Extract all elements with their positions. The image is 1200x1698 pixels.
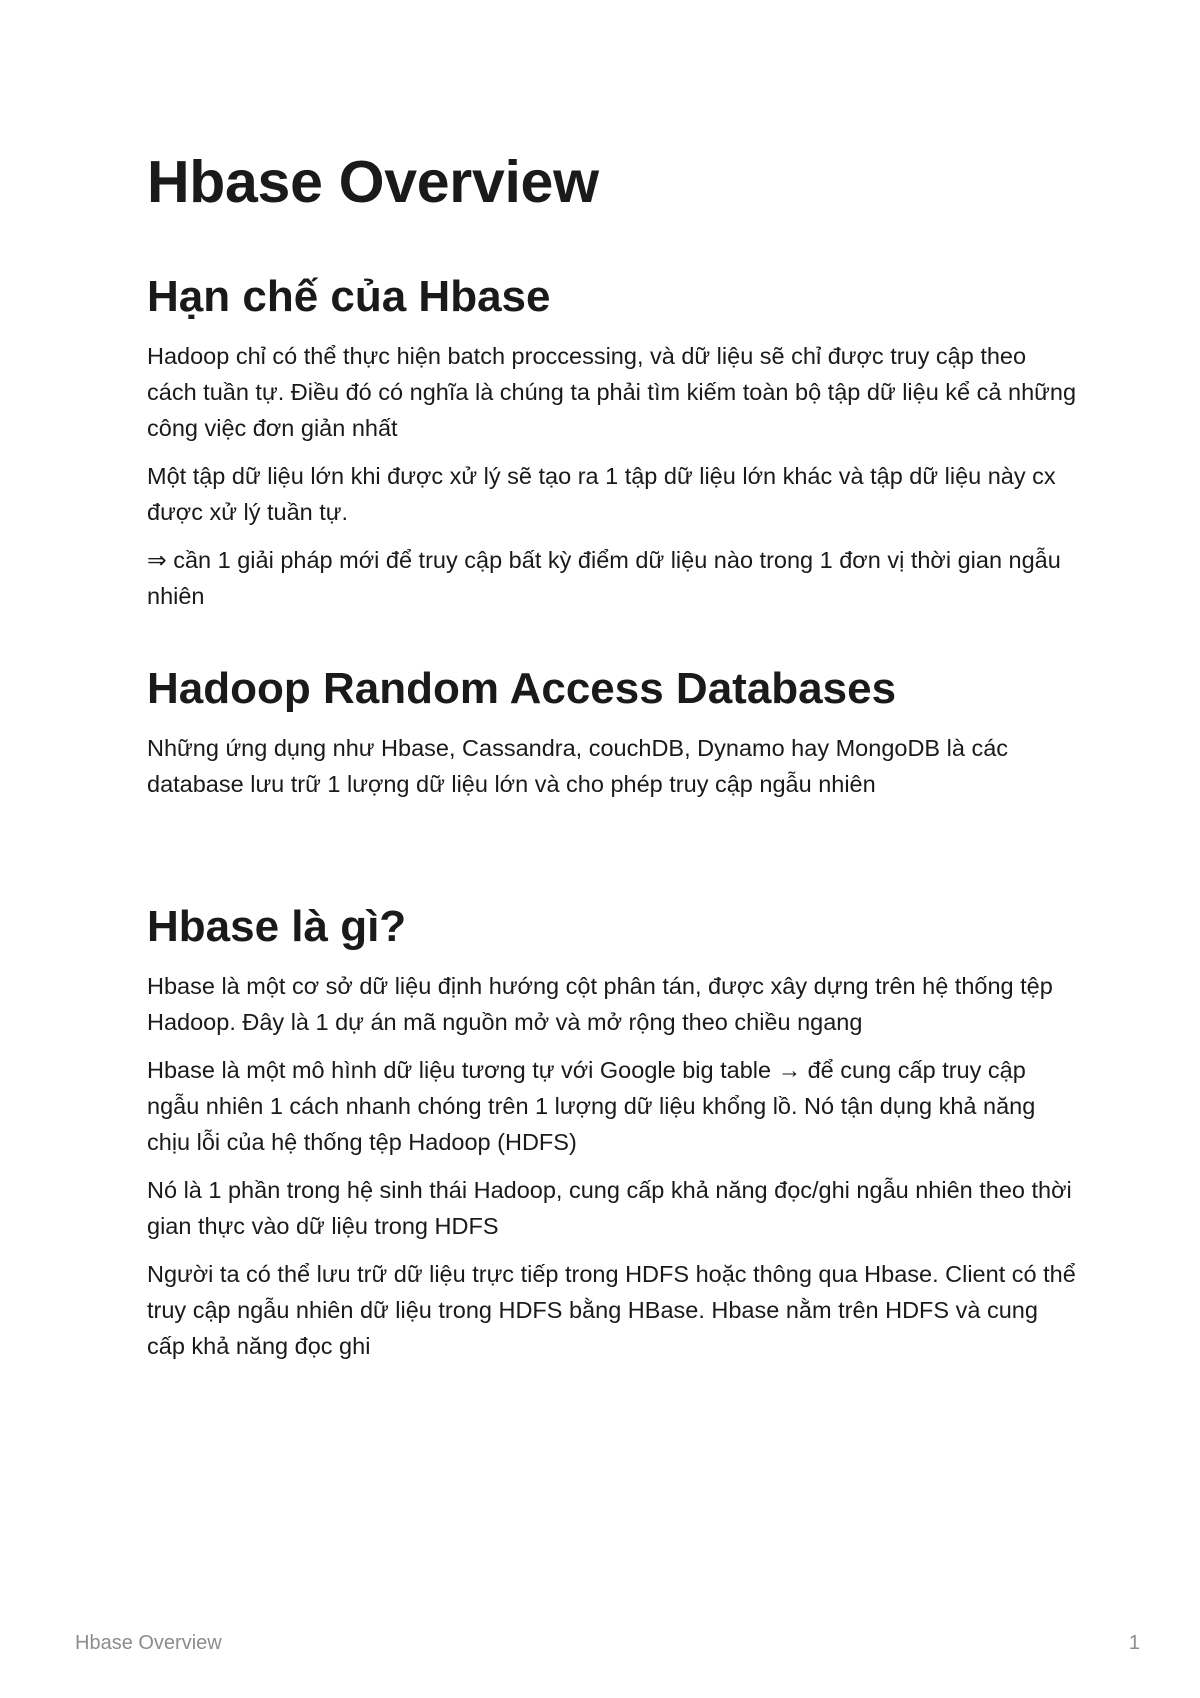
footer-document-title: Hbase Overview bbox=[75, 1632, 222, 1654]
section-heading: Hadoop Random Access Databases bbox=[147, 664, 897, 713]
footer-page-number: 1 bbox=[1128, 1632, 1140, 1654]
paragraph: Hbase là một mô hình dữ liệu tương tự với Google big table → để cung cấp truy cập ngẫu nhiên 1 cách nhanh chóng trên 1 lượng dữ liệu khổng lồ. Nó tận dụng khả năng chịu lỗi của hệ thống tệp Hadoop (HDFS) bbox=[147, 1057, 1036, 1155]
section-random-access-databases bbox=[147, 662, 1077, 814]
section-heading: Hạn chế của Hbase bbox=[147, 272, 551, 321]
paragraph: Hbase là một cơ sở dữ liệu định hướng cột phân tán, được xây dựng trên hệ thống tệp Hadoop. Đây là 1 dự án mã nguồn mở và mở rộng theo chiều ngang bbox=[147, 973, 1053, 1035]
paragraph: Nó là 1 phần trong hệ sinh thái Hadoop, cung cấp khả năng đọc/ghi ngẫu nhiên theo thời gian thực vào dữ liệu trong HDFS bbox=[147, 1177, 1072, 1239]
section-hbase-limitations bbox=[147, 270, 1077, 626]
paragraph: Hadoop chỉ có thể thực hiện batch proccessing, và dữ liệu sẽ chỉ được truy cập theo cách tuần tự. Điều đó có nghĩa là chúng ta phải tìm kiếm toàn bộ tập dữ liệu kể cả những công việc đơn giản nhất bbox=[147, 343, 1077, 441]
paragraph: ⇒ cần 1 giải pháp mới để truy cập bất kỳ điểm dữ liệu nào trong 1 đơn vị thời gian ngẫu nhiên bbox=[147, 547, 1061, 609]
section-what-is-hbase bbox=[147, 900, 1077, 1376]
paragraph: Những ứng dụng như Hbase, Cassandra, couchDB, Dynamo hay MongoDB là các database lưu trữ 1 lượng dữ liệu lớn và cho phép truy cập ngẫu nhiên bbox=[147, 735, 1009, 797]
paragraph: Người ta có thể lưu trữ dữ liệu trực tiếp trong HDFS hoặc thông qua Hbase. Client có thể truy cập ngẫu nhiên dữ liệu trong HDFS bằng HBase. Hbase nằm trên HDFS và cung cấp khả năng đọc ghi bbox=[147, 1261, 1076, 1359]
document-title: Hbase Overview bbox=[147, 149, 599, 215]
paragraph: Một tập dữ liệu lớn khi được xử lý sẽ tạo ra 1 tập dữ liệu lớn khác và tập dữ liệu này cx được xử lý tuần tự. bbox=[147, 463, 1056, 525]
section-heading: Hbase là gì? bbox=[147, 902, 407, 951]
